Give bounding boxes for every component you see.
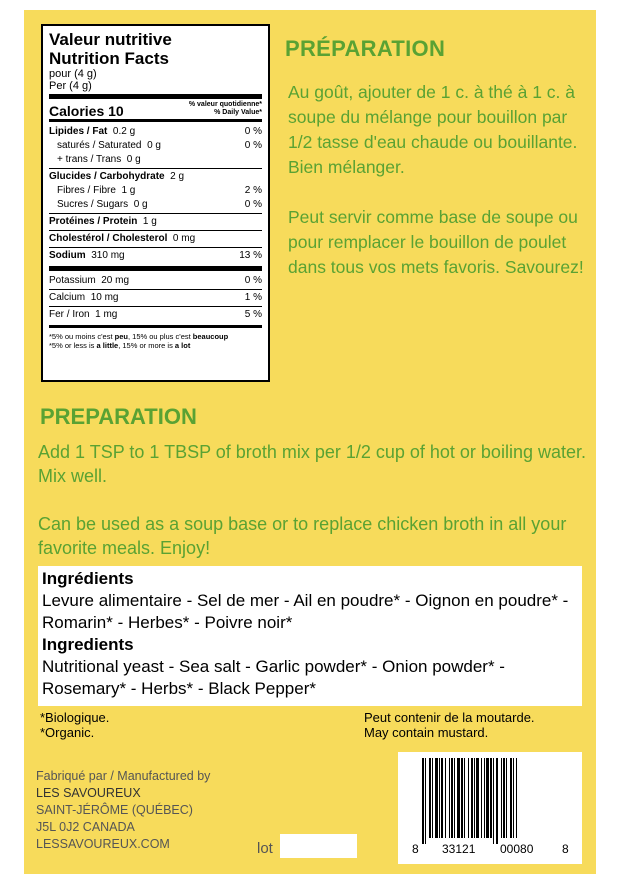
barcode-bar — [464, 758, 465, 838]
barcode-bar — [439, 758, 440, 838]
manufacturer-info: Fabriqué par / Manufactured by LES SAVOUREUX SAINT-JÉRÔME (QUÉBEC) J5L 0J2 CANADA LESSAVOUREUX.COM — [36, 769, 211, 851]
barcode-bar — [513, 758, 514, 838]
barcode-bar — [516, 758, 517, 838]
barcode-bar — [503, 758, 505, 838]
barcode-bar — [474, 758, 475, 838]
barcode — [398, 752, 582, 864]
barcode-bar — [454, 758, 455, 838]
barcode-bars — [398, 752, 582, 864]
serving-size-fr: pour (4 g) — [49, 68, 97, 80]
nutrient-row: Cholestérol / Cholesterol 0 mg — [49, 233, 196, 244]
serving-size-en: Per (4 g) — [49, 80, 92, 92]
barcode-digit-first: 8 — [412, 842, 419, 856]
nutrient-row: Potassium 20 mg 0 % — [49, 275, 262, 286]
ingredients-list-en: Nutritional yeast - Sea salt - Garlic powder* - Onion powder* - Rosemary* - Herbs* - Black Pepper* — [42, 657, 505, 698]
ingredients-box — [38, 566, 582, 706]
barcode-bar — [432, 758, 433, 838]
nutrient-row: Sucres / Sugars 0 g 0 % — [57, 199, 262, 210]
barcode-bar — [476, 758, 479, 838]
organic-note: *Biologique. *Organic. — [40, 710, 110, 740]
barcode-digits-left: 33121 — [442, 842, 476, 856]
preparation-text-fr: Au goût, ajouter de 1 c. à thé à 1 c. à soupe du mélange pour bouillon par 1/2 tasse d'eau chaude ou bouillante. Bien mélanger. Peut servir comme base de soupe ou pour remplacer le bouillon de poulet dans tous vos mets favoris. Savourez! — [288, 82, 584, 277]
nutrient-row: Protéines / Protein 1 g — [49, 216, 157, 227]
barcode-bar — [451, 758, 453, 838]
nutrient-row: Fibres / Fibre 1 g 2 % — [57, 185, 262, 196]
barcode-digit-last: 8 — [562, 842, 569, 856]
barcode-bar — [493, 758, 494, 844]
barcode-bar — [481, 758, 482, 838]
barcode-bar — [461, 758, 463, 838]
barcode-bar — [506, 758, 507, 838]
barcode-bar — [468, 758, 469, 838]
preparation-heading-fr: PRÉPARATION — [285, 36, 446, 61]
barcode-bar — [484, 758, 485, 838]
barcode-bar — [441, 758, 443, 838]
nutrition-footnote: *5% ou moins c'est peu, 15% ou plus c'est beaucoup *5% or less is a little, 15% or more is a lot — [49, 332, 229, 350]
barcode-bar — [449, 758, 450, 838]
nutrient-row: Calcium 10 mg 1 % — [49, 292, 262, 303]
allergen-note: Peut contenir de la moutarde. May contain mustard. — [364, 710, 535, 740]
barcode-bar — [422, 758, 424, 844]
preparation-text-en: Add 1 TSP to 1 TBSP of broth mix per 1/2 cup of hot or boiling water. Mix well. Can be used as a soup base or to replace chicken broth in all your favorite meals. Enjoy! — [38, 442, 586, 558]
nutrient-row: saturés / Saturated 0 g 0 % — [57, 140, 262, 151]
barcode-bar — [445, 758, 446, 838]
ingredients-heading-en: Ingredients — [42, 635, 134, 654]
nutrient-row: Fer / Iron 1 mg 5 % — [49, 309, 262, 320]
barcode-bar — [490, 758, 492, 838]
barcode-bar — [457, 758, 460, 838]
daily-value-header: % valeur quotidienne* % Daily Value* — [188, 101, 262, 116]
barcode-digits-right: 00080 — [500, 842, 534, 856]
barcode-bar — [510, 758, 512, 838]
lot-number-box — [280, 834, 357, 858]
nutrient-row: Lipides / Fat 0.2 g 0 % — [49, 126, 262, 137]
barcode-bar — [501, 758, 502, 838]
ingredients-heading-fr: Ingrédients — [42, 569, 134, 588]
barcode-bar — [486, 758, 489, 838]
preparation-heading-en: PREPARATION — [40, 404, 197, 429]
nutrition-title-en: Nutrition Facts — [49, 49, 169, 68]
barcode-bar — [435, 758, 438, 838]
nutrition-facts-table — [41, 24, 270, 382]
nutrition-title-fr: Valeur nutritive — [49, 30, 172, 49]
nutrient-row: Sodium 310 mg 13 % — [49, 250, 262, 261]
barcode-bar — [471, 758, 473, 838]
calories-label: Calories 10 — [49, 103, 124, 119]
barcode-bar — [425, 758, 426, 844]
lot-label: lot — [257, 840, 273, 857]
nutrient-row: Glucides / Carbohydrate 2 g — [49, 171, 185, 182]
barcode-bar — [496, 758, 498, 844]
nutrient-row: + trans / Trans 0 g — [57, 154, 141, 165]
ingredients-list-fr: Levure alimentaire - Sel de mer - Ail en poudre* - Oignon en poudre* - Romarin* - Herbes* - Poivre noir* — [42, 591, 569, 632]
barcode-bar — [429, 758, 431, 838]
